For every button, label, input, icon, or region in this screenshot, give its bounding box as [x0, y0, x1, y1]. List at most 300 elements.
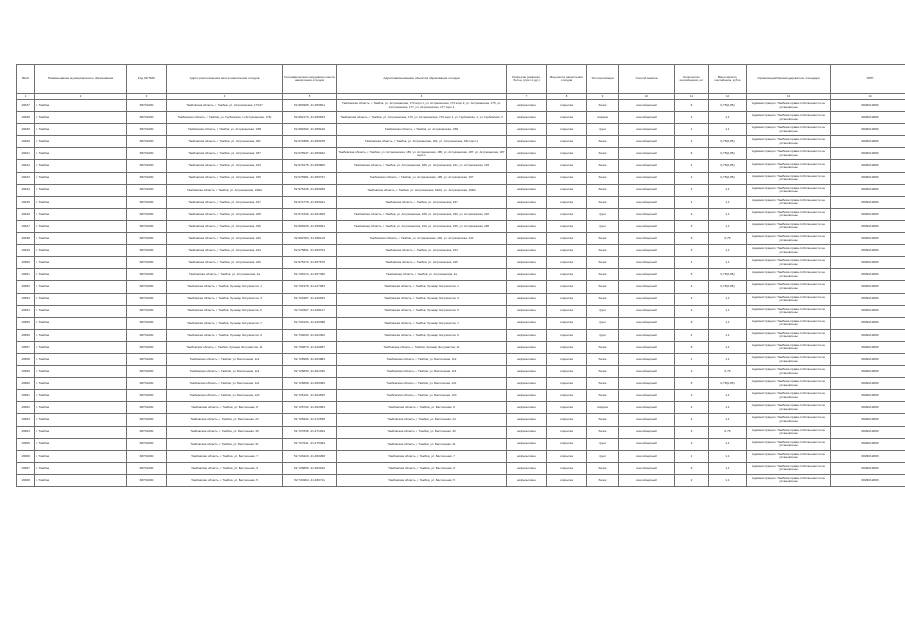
inn-number: 6829012680: [831, 245, 905, 257]
inn-number: 6829012680: [831, 341, 905, 353]
municipality-name: г. Тамбов: [35, 450, 127, 462]
site-kind: открытая: [547, 450, 587, 462]
container-volume: 0,75: [709, 366, 747, 378]
table-row: [17, 462, 905, 474]
site-kind: открытая: [547, 196, 587, 208]
container-count: 2: [675, 474, 709, 486]
header-row: [17, 65, 905, 94]
site-address: Тамбовская область, г. Тамбов, ул. Астраханская, 181: [167, 136, 283, 148]
site-address: Тамбовская область, г. Тамбов, ул. Астраханская, 244: [167, 245, 283, 257]
coordinates: 52.674349, 41.461609: [283, 208, 337, 220]
surface-type: асфальтовое: [507, 124, 547, 136]
municipality-name: г. Тамбов: [35, 366, 127, 378]
site-owner: Администрация г.Тамбова права собственности не установлены: [747, 317, 831, 329]
source-objects: Тамбовская область, г. Тамбов, ул. Бастионная, 8: [337, 402, 507, 414]
column-number: 8: [547, 94, 587, 100]
container-type: грунт: [587, 124, 619, 136]
container-type: грунт: [587, 317, 619, 329]
table-row: [17, 414, 905, 426]
container-count: 6: [675, 317, 709, 329]
source-objects: Тамбовская область, г. Тамбов, ул. Бастионная, 24: [337, 414, 507, 426]
site-owner: Администрация г.Тамбова права собственности не установлены: [747, 257, 831, 269]
removal-method: контейнерный: [619, 196, 675, 208]
removal-method: контейнерный: [619, 245, 675, 257]
site-owner: Администрация г.Тамбова права собственности не установлены: [747, 172, 831, 184]
container-count: 5: [675, 462, 709, 474]
oktmo-code: 68701000: [127, 341, 167, 353]
site-address: Тамбовская область, г. Тамбов, ул. Астраханская, 199/2: [167, 184, 283, 196]
site-address: Тамбовская область, г. Тамбов, ул. Бастионная, 114: [167, 366, 283, 378]
surface-type: асфальтовое: [507, 474, 547, 486]
row-number: 13650: [17, 257, 35, 269]
surface-type: асфальтовое: [507, 341, 547, 353]
municipality-name: г. Тамбов: [35, 474, 127, 486]
surface-type: асфальтовое: [507, 233, 547, 245]
inn-number: 6829012680: [831, 112, 905, 124]
container-volume: 1,1: [709, 124, 747, 136]
inn-number: 6829012680: [831, 220, 905, 232]
coordinates: 52.725742, 41.452054: [283, 402, 337, 414]
column-number: 3: [127, 94, 167, 100]
container-count: 2: [675, 293, 709, 305]
source-objects: Тамбовская область, г. Тамбов, ул. Бастионная, 124: [337, 390, 507, 402]
table-row: [17, 269, 905, 281]
container-count: 3: [675, 220, 709, 232]
municipality-name: г. Тамбов: [35, 100, 127, 112]
removal-method: контейнерный: [619, 184, 675, 196]
oktmo-code: 68701000: [127, 172, 167, 184]
table-row: [17, 281, 905, 293]
container-volume: 1,1: [709, 414, 747, 426]
site-owner: Администрация г.Тамбова права собственности не установлены: [747, 233, 831, 245]
municipality-name: г. Тамбов: [35, 402, 127, 414]
column-number: 11: [675, 94, 709, 100]
site-address: Тамбовская область, г. Тамбов, ул. Астраханская, 187: [167, 148, 283, 160]
surface-type: асфальтовое: [507, 172, 547, 184]
header-cell: Адрес расположения места накопления отходов: [167, 65, 283, 94]
oktmo-code: 68701000: [127, 196, 167, 208]
surface-type: асфальтовое: [507, 160, 547, 172]
removal-method: контейнерный: [619, 329, 675, 341]
table-row: [17, 378, 905, 390]
oktmo-code: 68701000: [127, 293, 167, 305]
coordinates: 52.675445, 41.456269: [283, 184, 337, 196]
surface-type: асфальтовое: [507, 245, 547, 257]
container-count: 2: [675, 366, 709, 378]
municipality-name: г. Тамбов: [35, 112, 127, 124]
surface-type: асфальтовое: [507, 390, 547, 402]
surface-type: асфальтовое: [507, 414, 547, 426]
container-count: 1: [675, 450, 709, 462]
site-kind: открытая: [547, 317, 587, 329]
header-cell: Код ОКТМО: [127, 65, 167, 94]
table-row: [17, 220, 905, 232]
site-address: Тамбовская область, г. Тамбов, ул. Астраханская, 197: [167, 196, 283, 208]
surface-type: асфальтовое: [507, 438, 547, 450]
municipality-name: г. Тамбов: [35, 136, 127, 148]
site-address: Тамбовская область, г. Тамбов, ул. Астраханская, 228: [167, 208, 283, 220]
municipality-name: г. Тамбов: [35, 124, 127, 136]
row-number: 13646: [17, 208, 35, 220]
container-volume: 1,1: [709, 341, 747, 353]
removal-method: контейнерный: [619, 426, 675, 438]
site-owner: Администрация г.Тамбова права собственности не установлены: [747, 208, 831, 220]
header-cell: Географические координаты места накопления отходов: [283, 65, 337, 94]
table-row: [17, 366, 905, 378]
column-number: 5: [283, 94, 337, 100]
container-volume: 0,75(0,85): [709, 172, 747, 184]
container-volume: 0,75(0,85): [709, 378, 747, 390]
coordinates: 52.728866, 41.466232: [283, 462, 337, 474]
container-volume: 0,75(0,85): [709, 136, 747, 148]
container-volume: 1,1: [709, 390, 747, 402]
row-number: 13642: [17, 160, 35, 172]
source-objects: Тамбовская область, г. Тамбов, ул. Астраханская, 195, ул. Астраханская, 197: [337, 172, 507, 184]
row-number: 13657: [17, 341, 35, 353]
site-owner: Администрация г.Тамбова права собственности не установлены: [747, 269, 831, 281]
row-number: 13641: [17, 148, 35, 160]
container-volume: 0,75(0,85): [709, 281, 747, 293]
row-number: 13660: [17, 378, 35, 390]
site-owner: Администрация г.Тамбова права собственности не установлены: [747, 124, 831, 136]
coordinates: 52.678175, 41.456806: [283, 160, 337, 172]
source-objects: Тамбовская область, г. Тамбов, ул. Астраханская, 4а: [337, 269, 507, 281]
oktmo-code: 68701000: [127, 148, 167, 160]
oktmo-code: 68701000: [127, 220, 167, 232]
site-owner: Администрация г.Тамбова права собственности не установлены: [747, 450, 831, 462]
surface-type: асфальтовое: [507, 257, 547, 269]
surface-type: асфальтовое: [507, 112, 547, 124]
container-type: бачок: [587, 184, 619, 196]
row-number: 13637: [17, 100, 35, 112]
row-number: 13656: [17, 329, 35, 341]
source-objects: Тамбовская область, г. Тамбов, ул. Астраханская, 244: [337, 245, 507, 257]
site-address: Тамбовская область, г. Тамбов, ул. Бастионная, 121: [167, 378, 283, 390]
source-objects: Тамбовская область, г. Тамбов, ул. Астраханская, 173 корп.1, ул. Астраханская, 173 корп.2, ул. Астраханская, 175, ул. Астраханская, 177, ул. Астраханская, 177 корп.1: [337, 100, 507, 112]
site-kind: открытая: [547, 305, 587, 317]
header-cell: Способ вывоза: [619, 65, 675, 94]
container-type: бачок: [587, 257, 619, 269]
row-number: 13640: [17, 136, 35, 148]
site-kind: открытая: [547, 474, 587, 486]
container-count: 3: [675, 245, 709, 257]
column-number: 7: [507, 94, 547, 100]
inn-number: 6829012680: [831, 462, 905, 474]
site-kind: открытая: [547, 366, 587, 378]
container-volume: 0,75(0,85): [709, 148, 747, 160]
header-cell: Наименование муниципального образования: [35, 65, 127, 94]
table-row: [17, 233, 905, 245]
row-number: 13638: [17, 112, 35, 124]
column-number: 14: [831, 94, 905, 100]
row-number: 13649: [17, 245, 35, 257]
site-kind: открытая: [547, 245, 587, 257]
municipality-name: г. Тамбов: [35, 390, 127, 402]
inn-number: 6829012680: [831, 196, 905, 208]
site-owner: Администрация г.Тамбова права собственности не установлены: [747, 414, 831, 426]
table-row: [17, 390, 905, 402]
container-type: грунт: [587, 329, 619, 341]
header-cell: Адрес/наименование объектов образования отходов: [337, 65, 507, 94]
oktmo-code: 68701000: [127, 426, 167, 438]
site-kind: открытая: [547, 112, 587, 124]
site-kind: открытая: [547, 462, 587, 474]
table-row: [17, 402, 905, 414]
container-volume: 1,1: [709, 317, 747, 329]
oktmo-code: 68701000: [127, 353, 167, 365]
row-number: 13666: [17, 450, 35, 462]
table-row: [17, 353, 905, 365]
container-count: 2: [675, 112, 709, 124]
removal-method: контейнерный: [619, 317, 675, 329]
inn-number: 6829012680: [831, 208, 905, 220]
source-objects: Тамбовская область, г. Тамбов, ул. Астраханская, 246: [337, 257, 507, 269]
oktmo-code: 68701000: [127, 438, 167, 450]
municipality-name: г. Тамбов: [35, 233, 127, 245]
site-address: Тамбовская область, г. Тамбов, ул. Гербовская, 1 (Астраханская, 179): [167, 112, 283, 124]
surface-type: асфальтовое: [507, 402, 547, 414]
inn-number: 6829012680: [831, 402, 905, 414]
container-volume: 1,1: [709, 293, 747, 305]
removal-method: контейнерный: [619, 341, 675, 353]
source-objects: Тамбовская область, г. Тамбов, ул. Астраханская, 179, ул. Астраханская, 179 корп.1, ул. Гербовская, 1, ул. Гербовская, 3: [337, 112, 507, 124]
container-count: 1: [675, 353, 709, 365]
container-count: 5: [675, 341, 709, 353]
container-type: бачок: [587, 281, 619, 293]
oktmo-code: 68701000: [127, 112, 167, 124]
coordinates: 52.675801, 41.455704: [283, 245, 337, 257]
header-cell: ИНН: [831, 65, 905, 94]
container-type: бачок: [587, 100, 619, 112]
row-number: 13652: [17, 281, 35, 293]
removal-method: контейнерный: [619, 378, 675, 390]
removal-method: контейнерный: [619, 402, 675, 414]
container-volume: 0,75(0,85): [709, 160, 747, 172]
site-owner: Администрация г.Тамбова права собственности не установлены: [747, 148, 831, 160]
container-count: 4: [675, 160, 709, 172]
row-number: 13647: [17, 220, 35, 232]
inn-number: 6829012680: [831, 414, 905, 426]
column-number: 4: [167, 94, 283, 100]
site-kind: открытая: [547, 172, 587, 184]
oktmo-code: 68701000: [127, 462, 167, 474]
site-kind: открытая: [547, 341, 587, 353]
surface-type: асфальтовое: [507, 305, 547, 317]
surface-type: асфальтовое: [507, 329, 547, 341]
coordinates: 52.727846, 41.471294: [283, 426, 337, 438]
container-type: бачок: [587, 245, 619, 257]
site-kind: открытая: [547, 329, 587, 341]
container-type: бачок: [587, 378, 619, 390]
container-count: 2: [675, 402, 709, 414]
column-number: 10: [619, 94, 675, 100]
inn-number: 6829012680: [831, 148, 905, 160]
site-owner: Администрация г.Тамбова права собственности не установлены: [747, 341, 831, 353]
site-address: Тамбовская область, г. Тамбов, ул. Астраханская, 195: [167, 172, 283, 184]
table-row: [17, 196, 905, 208]
container-volume: 0,75: [709, 426, 747, 438]
removal-method: контейнерный: [619, 220, 675, 232]
municipality-name: г. Тамбов: [35, 269, 127, 281]
coordinates: 52.682173, 41.455533: [283, 112, 337, 124]
site-address: Тамбовская область, г. Тамбов, ул. Бастионная, 8: [167, 402, 283, 414]
source-objects: Тамбовская область, г. Тамбов, бульвар Энтузиастов, 7: [337, 317, 507, 329]
site-owner: Администрация г.Тамбова права собственности не установлены: [747, 426, 831, 438]
column-number: 9: [587, 94, 619, 100]
site-address: Тамбовская область, г. Тамбов, ул. Астраханская, 1/65: [167, 124, 283, 136]
container-type: бачок: [587, 269, 619, 281]
municipality-name: г. Тамбов: [35, 438, 127, 450]
surface-type: асфальтовое: [507, 281, 547, 293]
removal-method: контейнерный: [619, 462, 675, 474]
container-volume: 1,1: [709, 112, 747, 124]
row-number: 13644: [17, 184, 35, 196]
oktmo-code: 68701000: [127, 366, 167, 378]
coordinates: 52.679385, 41.456078: [283, 136, 337, 148]
site-address: Тамбовская область, г. Тамбов, ул. Бастионная, 124: [167, 390, 283, 402]
container-count: 1: [675, 124, 709, 136]
site-kind: открытая: [547, 233, 587, 245]
row-number: 13664: [17, 426, 35, 438]
inn-number: 6829012680: [831, 293, 905, 305]
site-owner: Администрация г.Тамбова права собственности не установлены: [747, 112, 831, 124]
removal-method: контейнерный: [619, 414, 675, 426]
removal-method: контейнерный: [619, 160, 675, 172]
surface-type: асфальтовое: [507, 293, 547, 305]
municipality-name: г. Тамбов: [35, 172, 127, 184]
container-count: 4: [675, 329, 709, 341]
container-volume: 1,1: [709, 196, 747, 208]
header-cell: Тип контейнера: [587, 65, 619, 94]
oktmo-code: 68701000: [127, 281, 167, 293]
site-address: Тамбовская область, г. Тамбов, ул. Бастионная, 24: [167, 414, 283, 426]
source-objects: Тамбовская область, г. Тамбов, бульвар Энтузиастов, 5: [337, 305, 507, 317]
oktmo-code: 68701000: [127, 245, 167, 257]
source-objects: Тамбовская область, г. Тамбов, ул. Астраханская, 1/65: [337, 124, 507, 136]
container-volume: 1,1: [709, 208, 747, 220]
inn-number: 6829012680: [831, 390, 905, 402]
municipality-name: г. Тамбов: [35, 414, 127, 426]
container-volume: 1,1: [709, 220, 747, 232]
container-count: 6: [675, 148, 709, 160]
row-number: 13661: [17, 390, 35, 402]
source-objects: Тамбовская область, г. Тамбов, бульвар Энтузиастов, 1: [337, 281, 507, 293]
coordinates: 52.682784, 41.458119: [283, 233, 337, 245]
municipality-name: г. Тамбов: [35, 220, 127, 232]
container-type: грунт: [587, 450, 619, 462]
site-kind: открытая: [547, 293, 587, 305]
container-count: 2: [675, 184, 709, 196]
source-objects: Тамбовская область, г. Тамбов, ул. Бастионная, 7: [337, 450, 507, 462]
site-owner: Администрация г.Тамбова права собственности не установлены: [747, 390, 831, 402]
coordinates: 52.729487, 41.426033: [283, 293, 337, 305]
removal-method: контейнерный: [619, 366, 675, 378]
source-objects: Тамбовская область, г. Тамбов, ул. Бастионная, 31: [337, 438, 507, 450]
removal-method: контейнерный: [619, 124, 675, 136]
site-kind: открытая: [547, 208, 587, 220]
site-address: Тамбовская область, г. Тамбов, ул. Астраханская, 4а: [167, 269, 283, 281]
container-type: бачок: [587, 196, 619, 208]
container-count: 1: [675, 196, 709, 208]
source-objects: Тамбовская область, г. Тамбов, бульвар Энтузиастов, 11: [337, 341, 507, 353]
header-cell: Количество контейнеров, шт: [675, 65, 709, 94]
municipality-name: г. Тамбов: [35, 208, 127, 220]
table-row: [17, 317, 905, 329]
container-volume: 1,1: [709, 474, 747, 486]
surface-type: асфальтовое: [507, 317, 547, 329]
surface-type: асфальтовое: [507, 426, 547, 438]
row-number: 13659: [17, 366, 35, 378]
surface-type: асфальтовое: [507, 353, 547, 365]
table-row: [17, 100, 905, 112]
surface-type: асфальтовое: [507, 208, 547, 220]
oktmo-code: 68701000: [127, 136, 167, 148]
site-address: Тамбовская область, г. Тамбов, бульвар Энтузиастов, 7: [167, 317, 283, 329]
oktmo-code: 68701000: [127, 378, 167, 390]
container-type: бачок: [587, 426, 619, 438]
coordinates: 52.678937, 41.456942: [283, 148, 337, 160]
removal-method: контейнерный: [619, 269, 675, 281]
container-count: 3: [675, 426, 709, 438]
header-cell: Организация/балансодержатель площадки: [747, 65, 831, 94]
coordinates: 52.730133, 41.425398: [283, 317, 337, 329]
site-owner: Администрация г.Тамбова права собственности не установлены: [747, 281, 831, 293]
coordinates: 52.729327, 41.428117: [283, 305, 337, 317]
municipality-name: г. Тамбов: [35, 148, 127, 160]
site-address: Тамбовская область, г. Тамбов, ул. Бастионная, 31: [167, 438, 283, 450]
coordinates: 52.729420, 41.460298: [283, 450, 337, 462]
table-row: [17, 293, 905, 305]
row-number: 13665: [17, 438, 35, 450]
site-kind: открытая: [547, 160, 587, 172]
removal-method: контейнерный: [619, 390, 675, 402]
municipality-name: г. Тамбов: [35, 341, 127, 353]
site-owner: Администрация г.Тамбова права собственности не установлены: [747, 366, 831, 378]
container-volume: 1,1: [709, 305, 747, 317]
municipality-name: г. Тамбов: [35, 426, 127, 438]
site-kind: открытая: [547, 269, 587, 281]
inn-number: 6829012680: [831, 184, 905, 196]
container-volume: 1,1: [709, 245, 747, 257]
container-count: 5: [675, 269, 709, 281]
container-count: 6: [675, 100, 709, 112]
site-kind: открытая: [547, 378, 587, 390]
oktmo-code: 68701000: [127, 305, 167, 317]
source-objects: Тамбовская область, г. Тамбов, ул. Астраханская, 189, ул. Астраханская, 191, ул. Астраханская, 193: [337, 160, 507, 172]
container-count: 4: [675, 281, 709, 293]
inn-number: 6829012680: [831, 366, 905, 378]
row-number: 13654: [17, 305, 35, 317]
surface-type: асфальтовое: [507, 220, 547, 232]
municipality-name: г. Тамбов: [35, 257, 127, 269]
row-number: 13662: [17, 402, 35, 414]
table-row: [17, 208, 905, 220]
container-volume: 0,75(0,85): [709, 269, 747, 281]
site-address: Тамбовская область, г. Тамбов, бульвар Энтузиастов, 9: [167, 329, 283, 341]
source-objects: Тамбовская область, г. Тамбов, ул. Астраханская, 181, ул. Астраханская, 181 корп.1: [337, 136, 507, 148]
inn-number: 6829012680: [831, 257, 905, 269]
table-row: [17, 450, 905, 462]
removal-method: контейнерный: [619, 474, 675, 486]
site-owner: Администрация г.Тамбова права собственности не установлены: [747, 100, 831, 112]
inn-number: 6829012680: [831, 329, 905, 341]
oktmo-code: 68701000: [127, 233, 167, 245]
container-count: 2: [675, 208, 709, 220]
site-address: Тамбовская область, г. Тамбов, бульвар Энтузиастов, 3: [167, 293, 283, 305]
table-row: [17, 257, 905, 269]
municipality-name: г. Тамбов: [35, 353, 127, 365]
coordinates: 52.727641, 41.475494: [283, 438, 337, 450]
